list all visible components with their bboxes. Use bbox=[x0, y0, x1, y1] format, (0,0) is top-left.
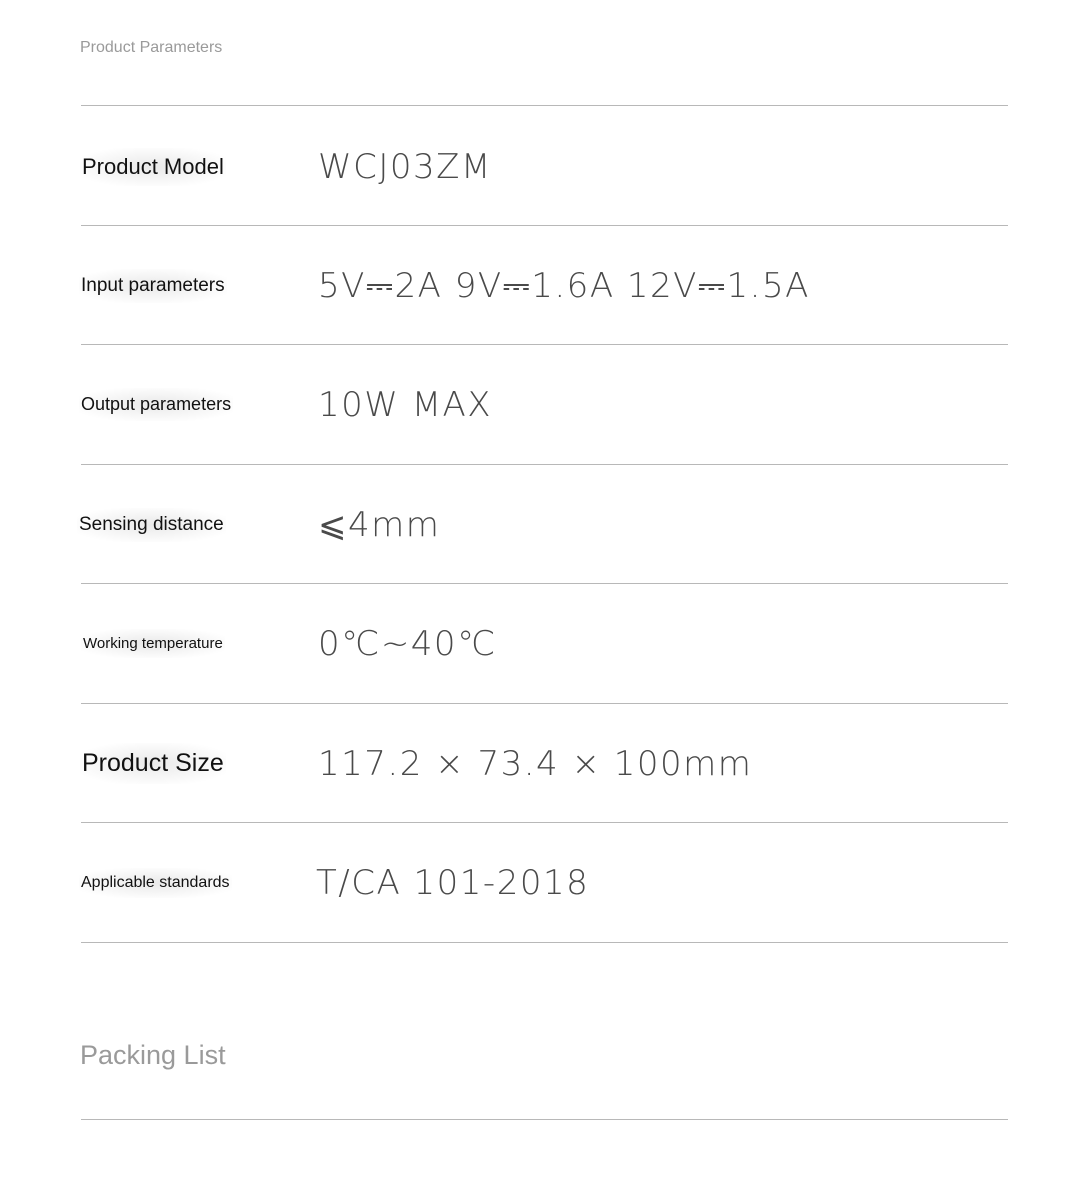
param-row-output-parameters bbox=[0, 345, 1080, 464]
param-row-input-parameters bbox=[0, 226, 1080, 345]
param-value: ⩽4mm bbox=[318, 504, 441, 545]
param-row-working-temperature bbox=[0, 584, 1080, 703]
divider bbox=[81, 1119, 1008, 1120]
param-row-product-size bbox=[0, 704, 1080, 823]
param-label: Sensing distance bbox=[77, 465, 226, 584]
param-label: Applicable standards bbox=[79, 823, 232, 942]
param-label: Product Size bbox=[80, 704, 226, 823]
param-label: Product Model bbox=[80, 107, 226, 226]
param-value: 117.2 × 73.4 × 100mm bbox=[318, 743, 753, 784]
divider bbox=[81, 105, 1008, 106]
product-parameters-title: Product Parameters bbox=[80, 39, 223, 56]
param-label: Output parameters bbox=[79, 345, 233, 464]
param-row-sensing-distance bbox=[0, 465, 1080, 584]
param-label: Input parameters bbox=[79, 226, 227, 345]
param-value: 0℃~40℃ bbox=[318, 623, 497, 664]
param-value: WCJ03ZM bbox=[318, 146, 492, 187]
param-value: 5V⎓2A 9V⎓1.6A 12V⎓1.5A bbox=[318, 265, 810, 306]
param-value: T/CA 101-2018 bbox=[316, 862, 590, 903]
param-value: 10W MAX bbox=[318, 384, 493, 425]
divider bbox=[81, 942, 1008, 943]
param-row-product-model bbox=[0, 107, 1080, 226]
packing-list-title: Packing List bbox=[80, 1040, 226, 1070]
param-row-applicable-standards bbox=[0, 823, 1080, 942]
param-label: Working temperature bbox=[81, 584, 225, 703]
